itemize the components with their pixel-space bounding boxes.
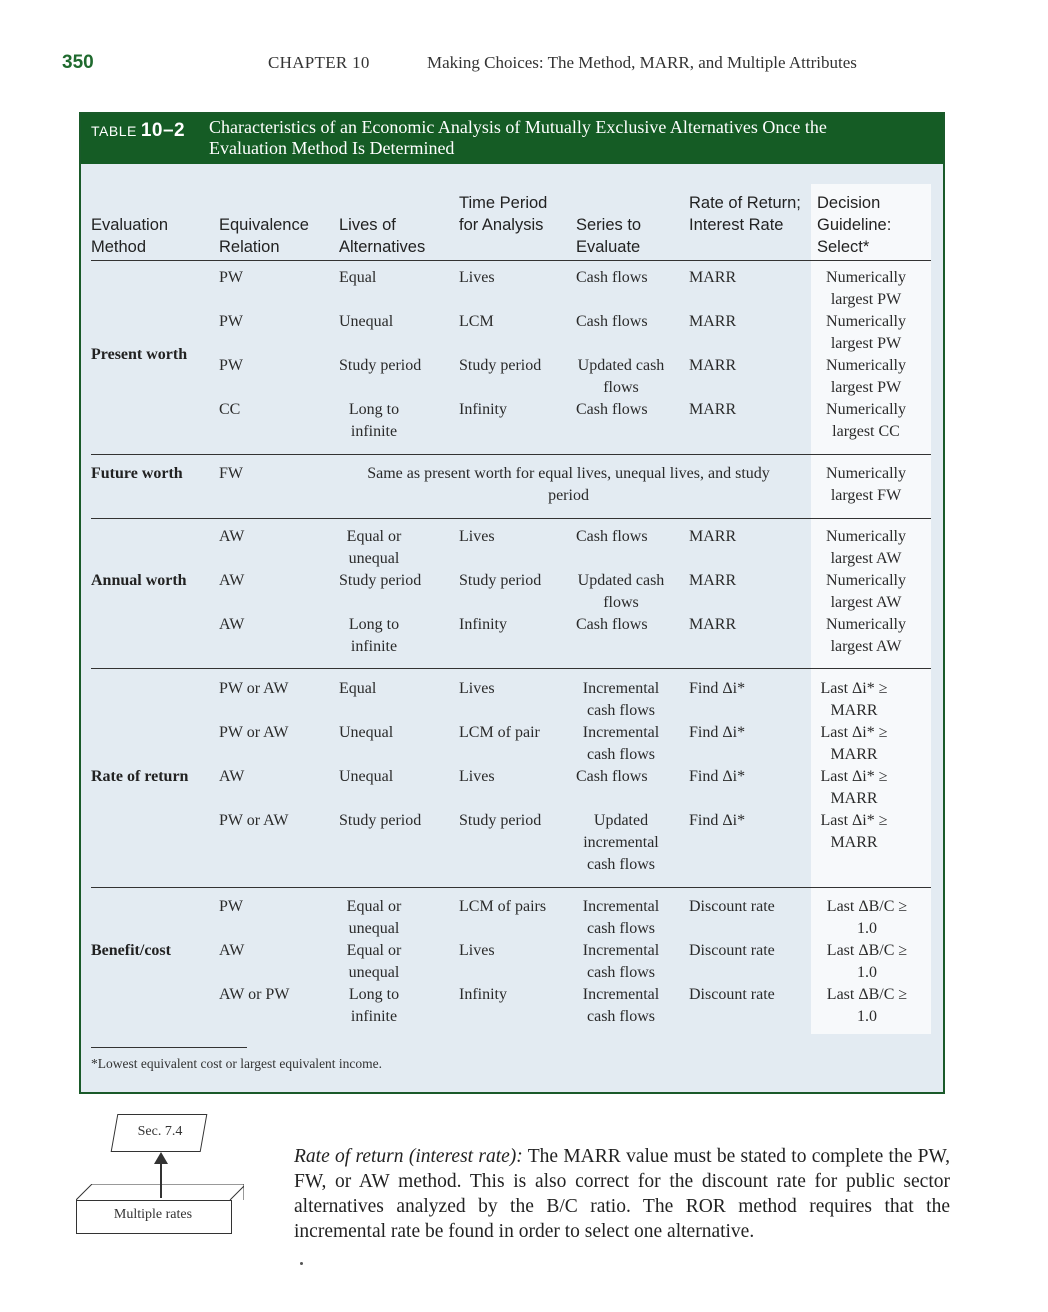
table-footnote: *Lowest equivalent cost or largest equivalent income. — [91, 1056, 383, 1071]
bc-row1-series: Incremental cash flows — [582, 898, 660, 937]
fw-merged-note: Same as present worth for equal lives, unequal lives, and study period — [367, 465, 770, 504]
pw-row2-rate: MARR — [689, 313, 737, 330]
pw-row1-lives: Equal — [339, 269, 377, 286]
ror-row4-relation: PW or AW — [219, 812, 289, 829]
pw-row3-decision: Numerically largest PW — [826, 357, 906, 396]
aw-row3-period: Infinity — [459, 616, 507, 633]
pw-row2-series: Cash flows — [576, 313, 648, 330]
ror-row2-series: Incremental cash flows — [582, 724, 660, 763]
aw-row2-lives: Study period — [339, 572, 422, 589]
col-header-time-period: Time Period for Analysis — [459, 194, 548, 234]
group-rule — [91, 887, 931, 888]
group-rule — [91, 518, 931, 519]
ror-row1-series: Incremental cash flows — [582, 680, 660, 719]
ror-row2-decision: Last Δi* ≥ MARR — [820, 724, 888, 763]
aw-row3-series: Cash flows — [576, 616, 648, 633]
ror-row1-relation: PW or AW — [219, 680, 289, 697]
ror-row2-rate: Find Δi* — [689, 724, 746, 741]
section-ref-label: Sec. 7.4 — [137, 1124, 183, 1139]
pw-row2-lives: Unequal — [339, 313, 394, 330]
pw-row2-relation: PW — [219, 313, 243, 330]
pw-row4-lives: Long to infinite — [348, 401, 400, 440]
aw-row3-decision: Numerically largest AW — [826, 616, 906, 655]
bc-row3-series: Incremental cash flows — [582, 986, 660, 1025]
bc-row1-decision: Last ΔB/C ≥ 1.0 — [826, 898, 908, 937]
bc-row3-rate: Discount rate — [689, 986, 775, 1003]
col-header-equivalence-relation: Equivalence Relation — [219, 216, 309, 256]
aw-row1-lives: Equal or unequal — [346, 528, 402, 567]
aw-row1-series: Cash flows — [576, 528, 648, 545]
pw-row3-lives: Study period — [339, 357, 422, 374]
table-title: Characteristics of an Economic Analysis of Mutually Exclusive Alternatives Once the Evaluation Method Is Determined — [209, 117, 827, 158]
aw-row1-relation: AW — [219, 528, 245, 545]
aw-row2-relation: AW — [219, 572, 245, 589]
pw-row3-series: Updated cash flows — [577, 357, 665, 396]
ror-row4-series: Updated incremental cash flows — [583, 812, 659, 873]
ror-row2-lives: Unequal — [339, 724, 394, 741]
ror-row4-lives: Study period — [339, 812, 422, 829]
pw-row4-relation: CC — [219, 401, 241, 418]
col-header-series: Series to Evaluate — [576, 216, 642, 256]
bc-row1-lives: Equal or unequal — [346, 898, 402, 937]
table-banner — [81, 114, 943, 164]
pw-row1-decision: Numerically largest PW — [826, 269, 906, 308]
table-number: 10–2 — [140, 120, 186, 141]
bc-row2-decision: Last ΔB/C ≥ 1.0 — [826, 942, 908, 981]
bc-row3-relation: AW or PW — [219, 986, 290, 1003]
ror-row1-period: Lives — [459, 680, 495, 697]
aw-row1-rate: MARR — [689, 528, 737, 545]
bc-row1-rate: Discount rate — [689, 898, 775, 915]
ror-row3-rate: Find Δi* — [689, 768, 746, 785]
method-benefit-cost: Benefit/cost — [91, 942, 171, 959]
pw-row3-relation: PW — [219, 357, 243, 374]
aw-row2-period: Study period — [459, 572, 542, 589]
body-text: The MARR value must be stated to complete the PW, FW, or AW method. This is also correct for the discount rate for public sector alternatives analyzed by the B/C ratio. The ROR method requires that the incremental rate be found in order to select one alternative. — [294, 1146, 950, 1242]
bc-row2-period: Lives — [459, 942, 495, 959]
aw-row3-lives: Long to infinite — [348, 616, 400, 655]
pw-row4-period: Infinity — [459, 401, 507, 418]
bc-row2-rate: Discount rate — [689, 942, 775, 959]
header-rule — [91, 260, 931, 261]
col-header-rate: Rate of Return; Interest Rate — [689, 194, 801, 234]
ror-row2-relation: PW or AW — [219, 724, 289, 741]
method-rate-of-return: Rate of return — [91, 768, 189, 785]
ror-row4-decision: Last Δi* ≥ MARR — [820, 812, 888, 851]
pw-row4-series: Cash flows — [576, 401, 648, 418]
ror-row3-lives: Unequal — [339, 768, 394, 785]
bc-row2-relation: AW — [219, 942, 245, 959]
aw-row3-rate: MARR — [689, 616, 737, 633]
table-10-2 — [79, 112, 945, 1094]
ror-row4-period: Study period — [459, 812, 542, 829]
multiple-rates-label: Multiple rates — [113, 1207, 193, 1222]
aw-row2-series: Updated cash flows — [577, 572, 665, 611]
bc-row2-series: Incremental cash flows — [582, 942, 660, 981]
aw-row3-relation: AW — [219, 616, 245, 633]
pw-row3-rate: MARR — [689, 357, 737, 374]
pw-row3-period: Study period — [459, 357, 542, 374]
box-3d-top — [76, 1184, 244, 1200]
pw-row1-series: Cash flows — [576, 269, 648, 286]
pw-row1-rate: MARR — [689, 269, 737, 286]
pw-row4-rate: MARR — [689, 401, 737, 418]
ror-row1-rate: Find Δi* — [689, 680, 746, 697]
bc-row2-lives: Equal or unequal — [346, 942, 402, 981]
body-lead: Rate of return (interest rate): — [294, 1146, 523, 1167]
ror-row3-period: Lives — [459, 768, 495, 785]
bc-row3-decision: Last ΔB/C ≥ 1.0 — [826, 986, 908, 1025]
ror-row3-series: Cash flows — [576, 768, 648, 785]
footnote-rule — [91, 1047, 247, 1048]
col-header-evaluation-method: Evaluation Method — [91, 216, 169, 256]
page-number: 350 — [62, 52, 94, 73]
col-header-lives: Lives of Alternatives — [339, 216, 426, 256]
margin-cross-reference — [74, 1108, 254, 1238]
ror-row2-period: LCM of pair — [459, 724, 540, 741]
pw-row4-decision: Numerically largest CC — [826, 401, 906, 440]
ror-row3-relation: AW — [219, 768, 245, 785]
ror-row1-decision: Last Δi* ≥ MARR — [820, 680, 888, 719]
group-rule — [91, 668, 931, 669]
method-future-worth: Future worth — [91, 465, 183, 482]
stray-mark — [300, 1262, 303, 1265]
ror-row3-decision: Last Δi* ≥ MARR — [820, 768, 888, 807]
fw-relation: FW — [219, 465, 243, 482]
pw-row1-relation: PW — [219, 269, 243, 286]
bc-row1-relation: PW — [219, 898, 243, 915]
table-tag: TABLE 10–2 — [91, 120, 186, 141]
fw-decision: Numerically largest FW — [826, 465, 906, 504]
col-header-decision: Decision Guideline: Select* — [817, 194, 892, 256]
bc-row3-period: Infinity — [459, 986, 507, 1003]
aw-row2-decision: Numerically largest AW — [826, 572, 906, 611]
pw-row2-period: LCM — [459, 313, 494, 330]
body-paragraph — [294, 1144, 950, 1244]
ror-row4-rate: Find Δi* — [689, 812, 746, 829]
aw-row1-period: Lives — [459, 528, 495, 545]
pw-row1-period: Lives — [459, 269, 495, 286]
chapter-title: Making Choices: The Method, MARR, and Multiple Attributes — [427, 53, 857, 72]
method-present-worth: Present worth — [91, 346, 188, 363]
bc-row3-lives: Long to infinite — [348, 986, 400, 1025]
aw-row1-decision: Numerically largest AW — [826, 528, 906, 567]
bc-row1-period: LCM of pairs — [459, 898, 547, 915]
chapter-label: CHAPTER 10 — [268, 53, 370, 72]
group-rule — [91, 454, 931, 455]
pw-row2-decision: Numerically largest PW — [826, 313, 906, 352]
aw-row2-rate: MARR — [689, 572, 737, 589]
page-header — [0, 52, 1048, 80]
method-annual-worth: Annual worth — [91, 572, 187, 589]
ror-row1-lives: Equal — [339, 680, 377, 697]
